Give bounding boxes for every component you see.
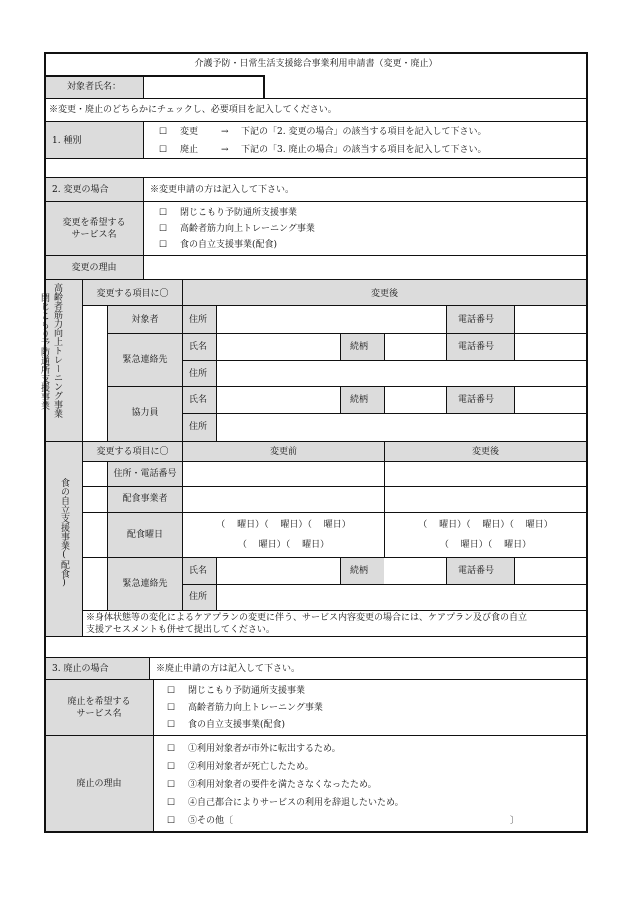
- section-a-vlabel-2: 閉じこもり予防通所支援事業: [39, 293, 49, 410]
- name-field[interactable]: [146, 81, 260, 95]
- type-abolish-label: 廃止: [180, 145, 199, 155]
- change-service-checkbox-1[interactable]: ☐: [159, 208, 168, 218]
- line: [182, 360, 588, 361]
- instruction-text: ※変更・廃止のどちらかにチェックし、必要項目を記入してください。: [49, 105, 337, 115]
- section-a-helper: 協力員: [131, 408, 159, 418]
- line: [44, 735, 588, 736]
- abolish-reason-label-3: ③利用対象者の要件を満たさなくなったため。: [188, 780, 377, 790]
- type-change-label: 変更: [180, 127, 199, 137]
- section-a-subject: 対象者: [131, 315, 159, 325]
- section-b-address-phone: 住所・電話番号: [113, 469, 177, 479]
- change-service-label-2: サービス名: [71, 230, 117, 240]
- abolish-service-checkbox-2[interactable]: ☐: [167, 703, 176, 713]
- abolish-service-checkbox-3[interactable]: ☐: [167, 720, 176, 730]
- line: [44, 636, 588, 637]
- change-service-checkbox-3[interactable]: ☐: [159, 240, 168, 250]
- line: [82, 305, 588, 306]
- line: [44, 121, 588, 122]
- abolish-service-label-2: サービス名: [76, 709, 122, 719]
- frame-bottom: [44, 831, 588, 833]
- abolish-other-close: 〕: [510, 816, 520, 826]
- section-b-emergency-address: 住所: [189, 592, 208, 602]
- section-b-before-header: 変更前: [269, 447, 297, 457]
- section-b-provider: 配食事業者: [122, 494, 168, 504]
- section-b-check-header: 変更する項目に〇: [96, 447, 169, 457]
- abolish-reason-checkbox-3[interactable]: ☐: [167, 780, 176, 790]
- abolish-reason-checkbox-1[interactable]: ☐: [167, 744, 176, 754]
- frame-right: [586, 52, 588, 833]
- section-b-days-after-1: （ 曜日）（ 曜日）（ 曜日）: [418, 520, 553, 530]
- type-change-note: 下記の「2. 変更の場合」の該当する項目を記入して下さい。: [241, 127, 487, 137]
- type-change-checkbox[interactable]: ☐: [159, 127, 168, 137]
- frame-top: [44, 52, 588, 54]
- line: [340, 386, 341, 414]
- line: [340, 557, 341, 584]
- form-title: 介護予防・日常生活支援総合事業利用申請書（変更・廃止）: [194, 59, 438, 69]
- line: [340, 333, 341, 361]
- section-a-helper-relation: 続柄: [350, 395, 369, 405]
- abolish-reason-label-1: ①利用対象者が市外に転出するため。: [188, 744, 341, 754]
- section-a-subject-address: 住所: [189, 315, 208, 325]
- line: [182, 413, 588, 414]
- section-a-subject-phone: 電話番号: [458, 315, 495, 325]
- section-a-vlabel-1: 高齢者筋力向上トレーニング事業: [52, 283, 62, 418]
- line: [107, 386, 588, 387]
- line: [44, 441, 588, 442]
- line: [153, 679, 154, 832]
- abolish-service-label-1: 廃止を希望する: [67, 697, 131, 707]
- abolish-service-label-c: 食の自立支援事業(配食): [188, 720, 286, 730]
- section-b-emergency-relation: 続柄: [350, 566, 369, 576]
- abolish-header: 3. 廃止の場合: [52, 664, 109, 674]
- abolish-header-note: ※廃止申請の方は記入して下さい。: [156, 664, 301, 674]
- line: [107, 333, 182, 334]
- section-a-emergency-phone: 電話番号: [458, 342, 495, 352]
- change-service-checkbox-2[interactable]: ☐: [159, 224, 168, 234]
- name-label: 対象者氏名：: [66, 82, 121, 92]
- section-b-days-before-1: （ 曜日）（ 曜日）（ 曜日）: [216, 520, 351, 530]
- abolish-service-checkbox-1[interactable]: ☐: [167, 686, 176, 696]
- change-service-label-a: 閉じこもり予防通所支援事業: [180, 208, 298, 218]
- abolish-service-label-a: 閉じこもり予防通所支援事業: [188, 686, 306, 696]
- abolish-service-label-b: 高齢者筋力向上トレーニング事業: [188, 703, 323, 713]
- line: [82, 486, 588, 487]
- line: [143, 75, 144, 99]
- line: [82, 610, 588, 611]
- abolish-reason-label-2: ②利用対象者が死亡したため。: [188, 762, 314, 772]
- line: [182, 279, 183, 442]
- section-a-check-header: 変更する項目に〇: [96, 289, 169, 299]
- section-b-note-2: 支援アセスメントも併せて提出してください。: [86, 625, 275, 635]
- line: [44, 201, 588, 202]
- line: [514, 305, 515, 361]
- abolish-other-input[interactable]: [236, 814, 508, 827]
- line: [514, 386, 515, 414]
- section-a-emergency-name: 氏名: [189, 342, 208, 352]
- abolish-reason-checkbox-5[interactable]: ☐: [167, 816, 176, 826]
- section-b-note-1: ※身体状態等の変化によるケアプランの変更に伴う、サービス内容変更の場合には、ケアプラン及び食の自立: [86, 613, 528, 623]
- line: [44, 255, 588, 256]
- section-a-helper-name: 氏名: [189, 395, 208, 405]
- change-service-label-c: 食の自立支援事業(配食): [180, 240, 278, 250]
- change-service-label-b: 高齢者筋力向上トレーニング事業: [180, 224, 315, 234]
- type-abolish-checkbox[interactable]: ☐: [159, 145, 168, 155]
- section-b-days-after-2: （ 曜日）（ 曜日）: [439, 540, 532, 550]
- line: [446, 557, 447, 584]
- line: [82, 512, 588, 513]
- abolish-reason-label: 廃止の理由: [76, 779, 122, 789]
- section-b-stub: [83, 462, 107, 610]
- type-abolish-arrow: →: [221, 145, 229, 155]
- line: [82, 279, 83, 442]
- line: [44, 98, 588, 99]
- line: [182, 333, 588, 334]
- section-b-days: 配食曜日: [126, 530, 163, 540]
- abolish-reason-label-4: ④自己都合によりサービスの利用を辞退したいため。: [188, 798, 404, 808]
- line: [44, 75, 264, 77]
- section-b-vlabel: 食の自立支援事業(配食): [59, 478, 69, 588]
- type-abolish-note: 下記の「3. 廃止の場合」の該当する項目を記入して下さい。: [241, 145, 487, 155]
- line: [446, 386, 447, 414]
- line: [82, 461, 588, 462]
- section-a-after-header: 変更後: [370, 289, 398, 299]
- section-a-emergency-address: 住所: [189, 369, 208, 379]
- abolish-reason-checkbox-4[interactable]: ☐: [167, 798, 176, 808]
- section-b-emergency-name: 氏名: [189, 566, 208, 576]
- line: [44, 679, 588, 680]
- line: [384, 333, 385, 361]
- section-b-days-before-2: （ 曜日）（ 曜日）: [237, 540, 330, 550]
- type-label: 1. 種別: [52, 136, 82, 146]
- line: [446, 305, 447, 361]
- change-header: 2. 変更の場合: [52, 185, 109, 195]
- section-a-emergency-relation: 続柄: [350, 342, 369, 352]
- abolish-reason-checkbox-2[interactable]: ☐: [167, 762, 176, 772]
- line: [82, 441, 83, 637]
- line: [143, 177, 144, 280]
- abolish-reason-label-5: ⑤その他〔: [188, 816, 234, 826]
- section-b-emergency-phone: 電話番号: [458, 566, 495, 576]
- line: [82, 557, 588, 558]
- line: [514, 557, 515, 584]
- line: [44, 657, 588, 658]
- type-change-arrow: →: [221, 127, 229, 137]
- section-b-after-header: 変更後: [471, 447, 499, 457]
- line: [216, 557, 217, 610]
- line: [44, 177, 588, 178]
- section-a-helper-phone: 電話番号: [458, 395, 495, 405]
- change-reason-label: 変更の理由: [71, 263, 117, 273]
- line: [263, 75, 265, 99]
- change-reason-field[interactable]: [146, 258, 584, 278]
- line: [182, 584, 588, 585]
- line: [44, 279, 588, 280]
- section-a-helper-address: 住所: [189, 422, 208, 432]
- change-service-label-1: 変更を希望する: [62, 218, 126, 228]
- line: [149, 657, 150, 680]
- line: [44, 158, 588, 159]
- section-b-emergency: 緊急連絡先: [122, 579, 168, 589]
- section-b-note-shade: [45, 610, 83, 636]
- line: [216, 305, 217, 442]
- section-a-emergency: 緊急連絡先: [122, 355, 168, 365]
- section-a-stub: [83, 306, 107, 442]
- line: [384, 386, 385, 414]
- line: [143, 121, 144, 158]
- change-header-note: ※変更申請の方は記入して下さい。: [150, 185, 295, 195]
- section-a-side-shade: [45, 306, 182, 442]
